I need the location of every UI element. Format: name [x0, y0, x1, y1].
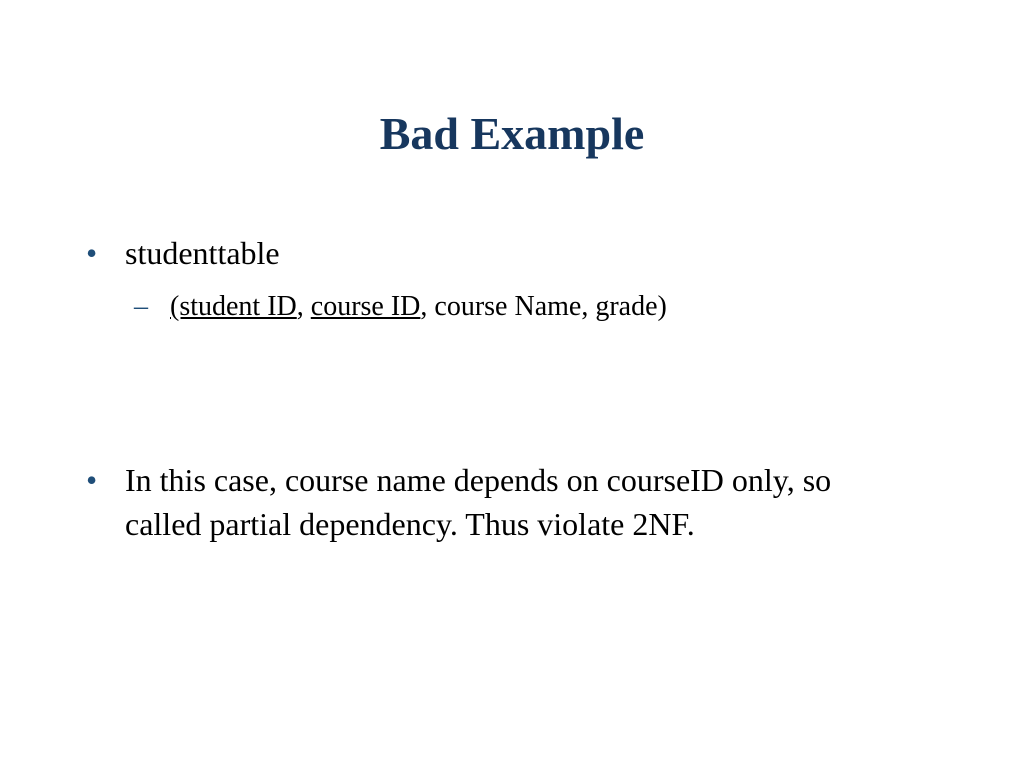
bullet-dot-icon: •: [86, 235, 98, 271]
schema-text: [170, 287, 667, 327]
dash-icon: –: [134, 291, 148, 322]
bullet-text: In this case, course name depends on courseID only, so called partial dependency. Thus violate 2NF.: [125, 462, 832, 542]
bullet-dot-icon: •: [86, 462, 98, 498]
key-course-id: course ID: [310, 291, 421, 322]
separator-text: ,: [296, 291, 311, 322]
slide-title: Bad Example: [379, 108, 645, 159]
key-student-id: (student ID: [170, 291, 297, 322]
bullet-item-studenttable: [86, 231, 886, 275]
bullet-item-explanation: [86, 458, 926, 590]
attributes-text: , course Name, grade): [420, 291, 667, 322]
bullet-text: studenttable: [125, 235, 280, 271]
